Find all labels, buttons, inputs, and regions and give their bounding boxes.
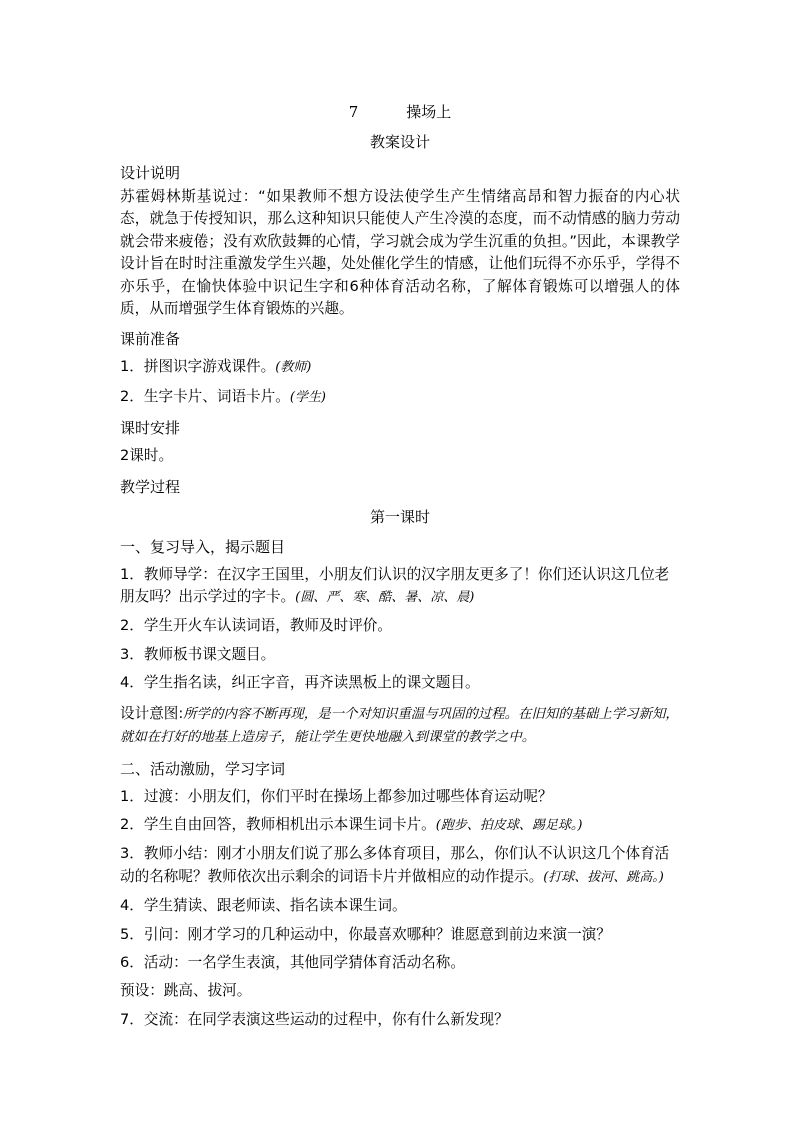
lesson-number: 7 xyxy=(348,103,359,121)
document-page xyxy=(120,100,680,1031)
part-one-heading: 一、复习导入，揭示题目 xyxy=(120,537,286,556)
design-intent-label: 设计意图: xyxy=(120,704,184,722)
preparation-heading: 课前准备 xyxy=(120,330,181,349)
step-item: 1．过渡：小朋友们，你们平时在操场上都参加过哪些体育运动呢？ xyxy=(120,787,553,805)
step-item: 3．教师小结：刚才小朋友们说了那么多体育项目，那么，你们认不认识这几个体育活动的名称呢？教师依次出示剩余的词语卡片并做相应的动作提示。(打球、拔河、跳高。) xyxy=(120,845,670,885)
step-item: 1．教师导学：在汉字王国里，小朋友们认识的汉字朋友更多了！你们还认识这几位老朋友吗？出示学过的字卡。(圆、严、寒、酷、暑、凉、晨) xyxy=(120,565,670,606)
design-intent xyxy=(120,703,680,750)
schedule-heading: 课时安排 xyxy=(120,419,181,438)
step-item: 3．教师板书课文题目。 xyxy=(120,645,276,663)
schedule-text: 2课时。 xyxy=(120,447,174,465)
design-intent-body: 所学的内容不断再现，是一个对知识重温与巩固的过程。在旧知的基础上学习新知，就如在打好的地基上造房子，能让学生更快地融入到课堂的教学之中。 xyxy=(120,706,679,746)
step-item: 预设：跳高、拔河。 xyxy=(120,982,252,1000)
step-item: 2．学生开火车认读词语，教师及时评价。 xyxy=(120,617,392,635)
lesson-title-line xyxy=(120,100,680,124)
step-item: 5．引问：刚才学习的几种运动中，你最喜欢哪种？谁愿意到前边来演一演？ xyxy=(120,925,611,943)
preparation-item: 1．拼图识字游戏课件。(教师) xyxy=(120,358,312,376)
design-note-body: 苏霍姆林斯基说过：“如果教师不想方设法使学生产生情绪高昂和智力振奋的内心状态，就急于传授知识，那么这种知识只能使人产生冷漠的态度，而不动情感的脑力劳动就会带来疲倦；没有欢欣鼓舞的心情，学习就会成为学生沉重的负担。”因此，本课教学设计旨在时时注重激发学生兴趣，处处催化学生的情感，让他们玩得不亦乐乎，学得不亦乐乎，在愉快体验中识记生字和6种体育活动名称，了解体育锻炼可以增强人的体质，从而增强学生体育锻炼的兴趣。 xyxy=(120,188,680,318)
step-item: 4．学生猜读、跟老师读、指名读本课生词。 xyxy=(120,897,407,915)
design-note-heading: 设计说明 xyxy=(120,164,181,182)
lesson-subtitle: 教案设计 xyxy=(369,133,430,151)
preparation-item: 2．生字卡片、词语卡片。(学生) xyxy=(120,387,326,405)
step-item: 2．学生自由回答，教师相机出示本课生词卡片。(跑步、拍皮球、踢足球。) xyxy=(120,815,583,833)
lesson-title: 操场上 xyxy=(406,103,452,121)
process-heading: 教学过程 xyxy=(120,477,181,496)
lesson-one-title: 第一课时 xyxy=(369,507,430,526)
step-item: 6．活动：一名学生表演，其他同学猜体育活动名称。 xyxy=(120,953,465,971)
step-item: 7．交流：在同学表演这些运动的过程中，你有什么新发现？ xyxy=(120,1010,509,1028)
part-two-heading: 二、活动激励，学习字词 xyxy=(120,759,286,778)
step-item: 4．学生指名读，纠正字音，再齐读黑板上的课文题目。 xyxy=(120,674,480,692)
